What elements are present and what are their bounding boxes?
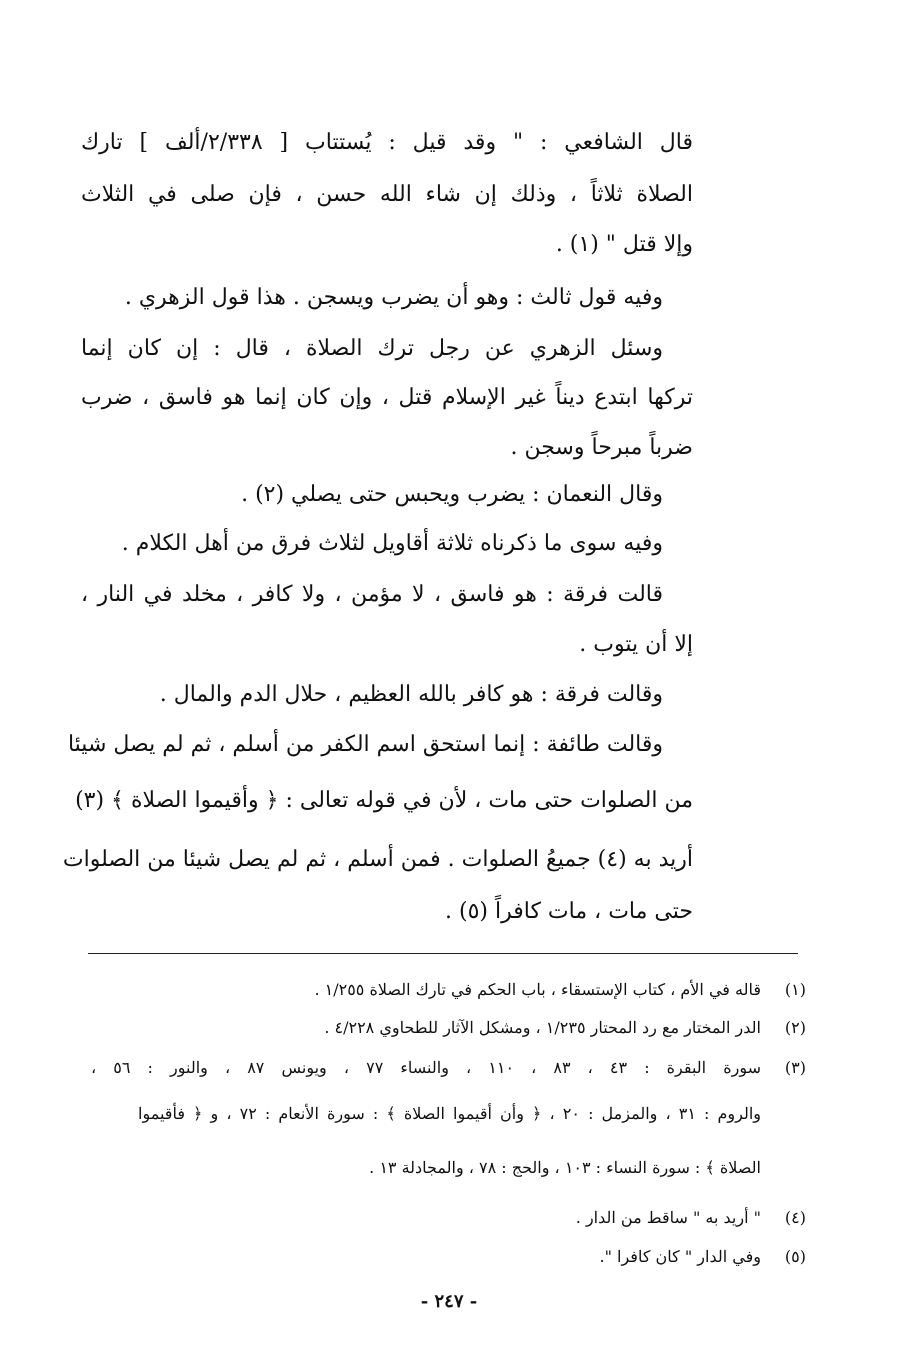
- body-line-5: وسئل الزهري عن رجل ترك الصلاة ، قال : إن كان إنما: [81, 336, 663, 361]
- body-line-1: قال الشافعي : " وقد قيل : يُستتاب [ ٢/٣٣٨/ألف ] تارك: [81, 130, 693, 155]
- body-line-10: قالت فرقة : هو فاسق ، لا مؤمن ، ولا كافر ، مخلد في النار ،: [81, 582, 663, 607]
- page-number: - ٢٤٧ -: [420, 1291, 478, 1312]
- body-line-9: وفيه سوى ما ذكرناه ثلاثة أقاويل لثلاث فرق من أهل الكلام .: [121, 531, 663, 556]
- footnote-3-text-line-2: والروم : ٣١ ، والمزمل : ٢٠ ، ﴿ وأن أقيموا الصلاة ﴾ : سورة الأنعام : ٧٢ ، و ﴿ فأقيموا: [138, 1104, 761, 1123]
- footnote-1-text: قاله في الأم ، كتاب الإستسقاء ، باب الحكم في تارك الصلاة ١/٢٥٥ .: [314, 980, 761, 999]
- footnote-5-number: (٥): [784, 1247, 806, 1266]
- footnote-separator: [88, 953, 798, 954]
- body-line-12: وقالت فرقة : هو كافر بالله العظيم ، حلال الدم والمال .: [159, 682, 663, 707]
- footnote-1-number: (١): [784, 980, 806, 999]
- footnote-2-text: الدر المختار مع رد المحتار ١/٢٣٥ ، ومشكل الآثار للطحاوي ٤/٢٢٨ .: [324, 1018, 761, 1037]
- footnote-4-text: " أريد به " ساقط من الدار .: [575, 1208, 761, 1227]
- body-line-16: حتى مات ، مات كافراً (٥) .: [445, 899, 693, 924]
- body-line-3: وإلا قتل " (١) .: [555, 232, 693, 257]
- body-line-13: وقالت طائفة : إنما استحق اسم الكفر من أسلم ، ثم لم يصل شيئا: [67, 732, 663, 757]
- body-line-15: أريد به (٤) جميعُ الصلوات . فمن أسلم ، ثم لم يصل شيئا من الصلوات: [62, 847, 693, 872]
- body-line-14: من الصلوات حتى مات ، لأن في قوله تعالى : ﴿ وأقيموا الصلاة ﴾ (٣): [75, 788, 693, 813]
- body-line-4: وفيه قول ثالث : وهو أن يضرب ويسجن . هذا قول الزهري .: [124, 285, 663, 310]
- body-line-11: إلا أن يتوب .: [579, 632, 693, 657]
- body-line-6: تركها ابتدع ديناً غير الإسلام قتل ، وإن كان إنما هو فاسق ، ضرب: [81, 385, 693, 410]
- footnote-3-number: (٣): [784, 1058, 806, 1077]
- footnote-3-text-line-3: الصلاة ﴾ : سورة النساء : ١٠٣ ، والحج : ٧٨ ، والمجادلة ١٣ .: [369, 1158, 761, 1177]
- body-line-8: وقال النعمان : يضرب ويحبس حتى يصلي (٢) .: [241, 482, 663, 507]
- footnote-3-text-line-1: سورة البقرة : ٤٣ ، ٨٣ ، ١١٠ ، والنساء ٧٧ ، ويونس ٨٧ ، والنور : ٥٦ ،: [91, 1058, 761, 1077]
- body-line-2: الصلاة ثلاثاً ، وذلك إن شاء الله حسن ، فإن صلى في الثلاث: [81, 182, 693, 207]
- footnote-4-number: (٤): [784, 1208, 806, 1227]
- footnote-2-number: (٢): [784, 1018, 806, 1037]
- body-line-7: ضرباً مبرحاً وسجن .: [510, 435, 693, 460]
- footnote-5-text: وفي الدار " كان كافرا ".: [599, 1247, 761, 1266]
